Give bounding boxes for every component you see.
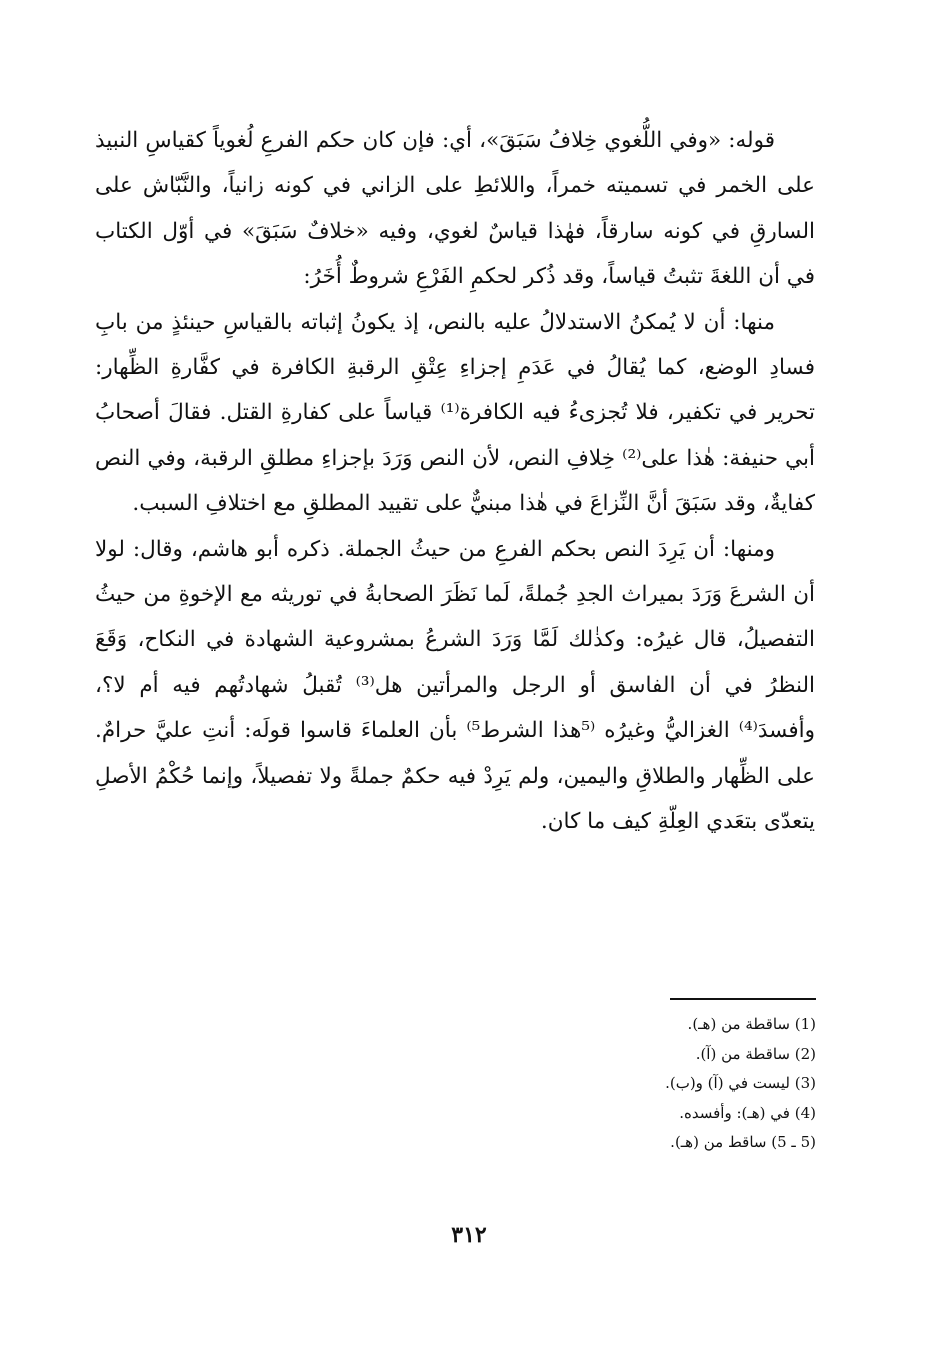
footnote-3: (3) ليست في (آ) و(ب). <box>665 1074 816 1092</box>
footnote-2: (2) ساقطة من (آ). <box>695 1044 816 1063</box>
paragraph-2: منها: أن لا يُمكنُ الاستدلالُ عليه بالنص، إذ يكونُ إثباته بالقياسِ حينئذٍ من بابِ فسادِ الوضع، كما يُقالُ في عَدَمِ إجزاءِ عِتْقِ الرقبةِ الكافرة في كفَّارةِ الظِّهار: تحرير في تكفير، فلا تُجزىءُ فيه الكافرة⁽¹⁾ قياساً على كفارةِ القتل. فقالَ أصحابُ أبي حنيفة: هٰذا على⁽²⁾ خِلافِ النص، لأن النص وَرَدَ بإجزاءِ مطلقِ الرقبة، وفي النص كفايةٌ، وقد سَبَقَ أنَّ النِّزاعَ في هٰذا مبنيٌّ على تقييد المطلقِ مع اختلافِ السبب. <box>95 309 816 517</box>
page-number: ٣١٢ <box>451 1222 487 1248</box>
footnote-1: (1) ساقطة من (هـ). <box>687 1015 816 1033</box>
paragraph-1: قوله: «وفي اللُّغوي خِلافُ سَبَقَ»، أي: فإن كان حكم الفرعِ لُغوياً كقياسِ النبيذ على الخمر في تسميته خمراً، واللائطِ على الزاني في كونه زانياً، والنَّبّاش على السارقِ في كونه سارقاً، فهٰذا قياسٌ لغوي، وفيه «خلافٌ سَبَقَ» في أوّل الكتاب في أن اللغةَ تثبتُ قياساً، وقد ذُكر لحكمِ الفَرْعِ شروطٌ أُخَرُ: <box>95 128 815 290</box>
paragraph-3: ومنها: أن يَرِدَ النص بحكم الفرعِ من حيثُ الجملة. ذكره أبو هاشم، وقال: لولا أن الشرعَ وَرَدَ بميراث الجدِ جُملةً، لَما نَظَرَ الصحابةُ في توريثه مع الإخوةِ من حيثُ التفصيلُ، قال غيرُه: وكذٰلك لَمَّا وَرَدَ الشرعُ بمشروعية الشهادة في النكاح، وَقَعَ النظرُ في أن الفاسق أو الرجل والمرأتين هل⁽³⁾ تُقبلُ شهادتُهم فيه أم لا؟، وأفسدَ⁽⁴⁾ الغزاليُّ وغيرُه ⁽⁵هذا الشرط⁵⁾ بأن العلماءَ قاسوا قولَه: أنتِ عليَّ حرامٌ. على الظِّهار والطلاقِ واليمين، ولم يَرِدْ فيه حكمٌ جملةً ولا تفصيلاً، وإنما حُكْمُ الأصلِ يتعدّى بتعَدي العِلّةِ كيف ما كان. <box>95 536 816 835</box>
footnote-4: (4) في (هـ): وأفسده. <box>679 1103 816 1122</box>
footnote-5: (5 ـ 5) ساقط من (هـ). <box>670 1133 816 1151</box>
footnote-separator <box>670 998 816 1000</box>
footnotes <box>560 1010 816 1158</box>
main-text <box>95 118 815 845</box>
